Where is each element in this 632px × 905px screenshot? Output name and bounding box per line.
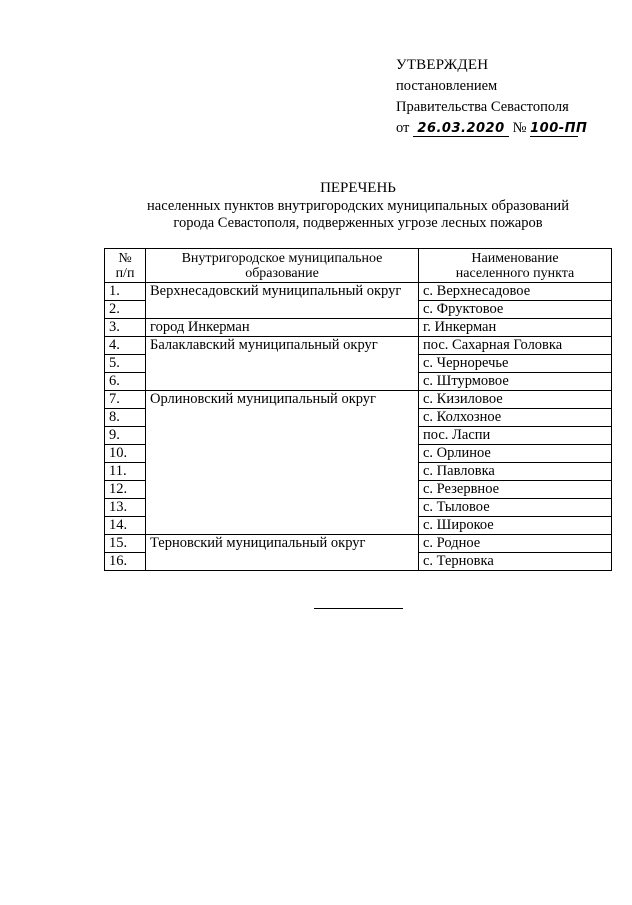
table-row [105, 283, 612, 301]
row-number: 2. [105, 301, 146, 319]
formation-cell: город Инкерман [146, 319, 419, 337]
approval-number: 100-ПП [530, 121, 588, 136]
document-title: ПЕРЕЧЕНЬ [320, 180, 396, 196]
settlement-cell: с. Кизиловое [419, 391, 612, 409]
table-row [105, 337, 612, 355]
settlement-cell: с. Резервное [419, 481, 612, 499]
settlement-cell: с. Верхнесадовое [419, 283, 612, 301]
approval-title: УТВЕРЖДЕН [396, 57, 489, 73]
header-settlement [419, 249, 612, 283]
row-number: 16. [105, 553, 146, 571]
settlement-cell: с. Широкое [419, 517, 612, 535]
from-label: от [396, 120, 410, 136]
header-formation-line1: Внутригородское муниципальное [181, 251, 383, 266]
settlement-cell: с. Терновка [419, 553, 612, 571]
table-header-row [105, 249, 612, 283]
settlement-cell: с. Родное [419, 535, 612, 553]
formation-cell: Верхнесадовский муниципальный округ [146, 283, 419, 319]
formation-cell: Орлиновский муниципальный округ [146, 391, 419, 535]
header-number-line2: п/п [115, 266, 135, 281]
row-number: 12. [105, 481, 146, 499]
approval-line-government: Правительства Севастополя [396, 99, 569, 115]
row-number: 1. [105, 283, 146, 301]
settlement-cell: с. Штурмовое [419, 373, 612, 391]
approval-block [396, 55, 588, 139]
settlement-cell: с. Фруктовое [419, 301, 612, 319]
settlement-cell: с. Черноречье [419, 355, 612, 373]
header-formation-line2: образование [245, 266, 319, 281]
settlement-cell: с. Орлиное [419, 445, 612, 463]
settlement-cell: с. Колхозное [419, 409, 612, 427]
formation-cell: Терновский муниципальный округ [146, 535, 419, 571]
document-heading [100, 180, 616, 232]
approval-date: 26.03.2020 [413, 121, 509, 137]
table-row [105, 391, 612, 409]
row-number: 3. [105, 319, 146, 337]
row-number: 4. [105, 337, 146, 355]
row-number: 15. [105, 535, 146, 553]
row-number: 7. [105, 391, 146, 409]
settlement-cell: пос. Ласпи [419, 427, 612, 445]
row-number: 11. [105, 463, 146, 481]
settlement-cell: пос. Сахарная Головка [419, 337, 612, 355]
row-number: 6. [105, 373, 146, 391]
approval-line-decree: постановлением [396, 78, 498, 94]
header-number [105, 249, 146, 283]
settlement-cell: с. Павловка [419, 463, 612, 481]
end-divider [314, 608, 403, 609]
row-number: 8. [105, 409, 146, 427]
document-subtitle-line1: населенных пунктов внутригородских муниципальных образований [147, 198, 569, 214]
row-number: 9. [105, 427, 146, 445]
row-number: 13. [105, 499, 146, 517]
header-settlement-line1: Наименование [471, 251, 559, 266]
document-subtitle-line2: города Севастополя, подверженных угрозе лесных пожаров [173, 215, 543, 231]
row-number: 14. [105, 517, 146, 535]
settlement-cell: г. Инкерман [419, 319, 612, 337]
table-row [105, 319, 612, 337]
settlements-table [104, 248, 612, 571]
approval-date-line [396, 118, 588, 139]
table-row [105, 535, 612, 553]
header-number-line1: № [118, 251, 132, 266]
row-number: 5. [105, 355, 146, 373]
header-settlement-line2: населенного пункта [455, 266, 575, 281]
formation-cell: Балаклавский муниципальный округ [146, 337, 419, 391]
number-label: № [512, 120, 527, 136]
settlement-cell: с. Тыловое [419, 499, 612, 517]
header-formation [146, 249, 419, 283]
row-number: 10. [105, 445, 146, 463]
